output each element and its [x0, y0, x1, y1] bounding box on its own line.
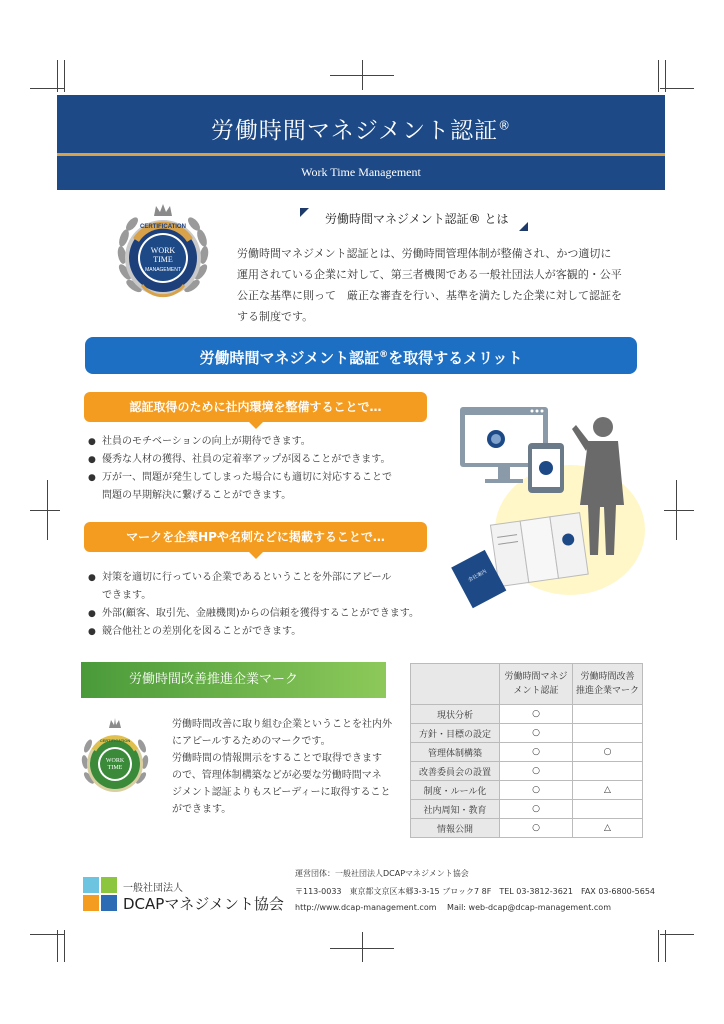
- merit-banner-text-2: を取得するメリット: [388, 349, 523, 367]
- cell-mark: [573, 800, 643, 819]
- cell-mark: △: [573, 781, 643, 800]
- crop-mark: [30, 510, 60, 511]
- mark-line1: WORK: [105, 758, 125, 764]
- cell-certification: ○: [500, 743, 573, 762]
- triangle-right-icon: [519, 222, 528, 231]
- mark-top-text: CERTIFICATION: [99, 738, 131, 743]
- mark-line: 労働時間改善に取り組む企業ということを社内外: [172, 719, 392, 730]
- badge-top-text: CERTIFICATION: [140, 224, 186, 230]
- pill-arrow-icon: [248, 551, 264, 559]
- row-label: 方針・目標の設定: [411, 724, 500, 743]
- table-row: [411, 724, 643, 743]
- row-label: 管理体制構築: [411, 743, 500, 762]
- header-line: 労働時間改善: [580, 672, 635, 682]
- crop-mark: [660, 934, 694, 935]
- list-item-continued: 問題の早期解決に繋げることができます。: [102, 490, 292, 501]
- merit-banner: [85, 337, 637, 374]
- section2-list: [88, 569, 428, 641]
- org-name: DCAPマネジメント協会: [123, 895, 284, 913]
- table-row: [411, 781, 643, 800]
- pill-arrow-icon: [248, 421, 264, 429]
- registered-mark: ®: [498, 118, 512, 133]
- crop-mark: [362, 932, 363, 962]
- table-row: [411, 762, 643, 781]
- badge-line2: TIME: [153, 255, 173, 264]
- list-item: ● 競合他社との差別化を図ることができます。: [88, 623, 428, 641]
- crop-mark: [30, 88, 64, 89]
- mark-description: [172, 716, 392, 818]
- header-line: 労働時間マネジ: [504, 672, 568, 682]
- row-label: 改善委員会の設置: [411, 762, 500, 781]
- certification-badge: [108, 200, 218, 310]
- cell-mark: △: [573, 819, 643, 838]
- comparison-table: [410, 663, 643, 838]
- intro-title: 労働時間マネジメント認証® とは: [325, 212, 509, 226]
- booklet-label: 会社案内: [467, 568, 488, 584]
- header-line: メント認証: [513, 686, 559, 696]
- crop-mark: [64, 60, 65, 92]
- mark-heading: 労働時間改善推進企業マーク: [81, 662, 386, 698]
- row-label: 社内周知・教育: [411, 800, 500, 819]
- cell-certification: ○: [500, 724, 573, 743]
- intro-line: する制度です。: [237, 310, 314, 323]
- cell-mark: [573, 724, 643, 743]
- intro-line: 労働時間マネジメント認証とは、労働時間管理体制が整備され、かつ適切に: [237, 247, 612, 260]
- crop-mark: [57, 60, 58, 92]
- cell-mark: [573, 762, 643, 781]
- intro-line: 公正な基準に則って 厳正な審査を行い、基準を満たした企業に対して認証を: [237, 289, 622, 302]
- header-gold-line: [57, 153, 665, 156]
- mark-line: ができます。: [172, 804, 232, 815]
- cell-certification: ○: [500, 819, 573, 838]
- list-item: ● 外部(顧客、取引先、金融機関)からの信頼を獲得することができます。: [88, 605, 428, 623]
- page-title: [57, 112, 665, 145]
- table-row: [411, 743, 643, 762]
- footer-contact: http://www.dcap-management.com Mail: web-dcap@dcap-management.com: [295, 903, 611, 912]
- row-label: 現状分析: [411, 705, 500, 724]
- badge-line3: MANAGEMENT: [145, 267, 181, 273]
- cell-certification: ○: [500, 781, 573, 800]
- table-row: [411, 819, 643, 838]
- list-item: ● 対策を適切に行っている企業であるということを外部にアピール: [88, 569, 428, 587]
- crop-mark: [664, 510, 694, 511]
- triangle-left-icon: [300, 208, 309, 217]
- illustration: [440, 395, 660, 615]
- section2-heading: マークを企業HPや名刺などに掲載することで…: [84, 522, 427, 552]
- table-header-row: [411, 664, 643, 705]
- table-row: [411, 800, 643, 819]
- footer-operator: 運営団体：一般社団法人DCAPマネジメント協会: [295, 869, 469, 878]
- crop-mark: [660, 88, 694, 89]
- footer-address: 〒113-0033 東京都文京区本郷3-3-15 ブロック7 8F TEL 03-3812-3621 FAX 03-6800-5654: [295, 887, 656, 896]
- intro-line: 運用されている企業に対して、第三者機関である一般社団法人が客観的・公平: [237, 268, 622, 281]
- list-item: ● 優秀な人材の獲得、社員の定着率アップが図ることができます。: [88, 451, 428, 469]
- crop-mark: [658, 60, 659, 92]
- mark-line: ので、管理体制構築などが必要な労働時間マネ: [172, 770, 382, 781]
- org-logo: [83, 877, 117, 911]
- list-item: ● 社員のモチベーションの向上が期待できます。: [88, 433, 428, 451]
- section1-heading: 認証取得のために社内環境を整備することで…: [84, 392, 427, 422]
- mark-line: ジメント認証よりもスピーディーに取得すること: [172, 787, 391, 798]
- merit-banner-text: 労働時間マネジメント認証: [199, 349, 380, 367]
- org-type: 一般社団法人: [123, 883, 183, 894]
- cell-mark: [573, 705, 643, 724]
- table-row: [411, 705, 643, 724]
- mark-line: 労働時間の情報開示をすることで取得できます: [172, 753, 382, 764]
- title-text: 労働時間マネジメント認証: [210, 118, 499, 144]
- section1-list: [88, 433, 428, 505]
- mark-line2: TIME: [107, 765, 123, 771]
- header-line: 推進企業マーク: [575, 686, 639, 696]
- list-item: ● 万が一、問題が発生してしまった場合にも適切に対応することで: [88, 469, 428, 487]
- page-subtitle: Work Time Management: [301, 165, 421, 179]
- crop-mark: [362, 60, 363, 90]
- crop-mark: [658, 930, 659, 962]
- badge-line1: WORK: [150, 246, 176, 255]
- column-header-mark: [573, 664, 643, 705]
- column-header-certification: [500, 664, 573, 705]
- intro-body: [237, 243, 632, 327]
- cell-certification: ○: [500, 705, 573, 724]
- list-item-continued: できます。: [102, 590, 152, 601]
- cell-certification: ○: [500, 762, 573, 781]
- improvement-mark: [76, 718, 154, 800]
- crop-mark: [64, 930, 65, 962]
- row-label: 情報公開: [411, 819, 500, 838]
- registered-mark: ®: [379, 350, 389, 360]
- row-label: 制度・ルール化: [411, 781, 500, 800]
- crop-mark: [30, 934, 64, 935]
- cell-mark: ○: [573, 743, 643, 762]
- table-corner: [411, 664, 500, 705]
- mark-line: にアピールするためのマークです。: [172, 736, 331, 747]
- cell-certification: ○: [500, 800, 573, 819]
